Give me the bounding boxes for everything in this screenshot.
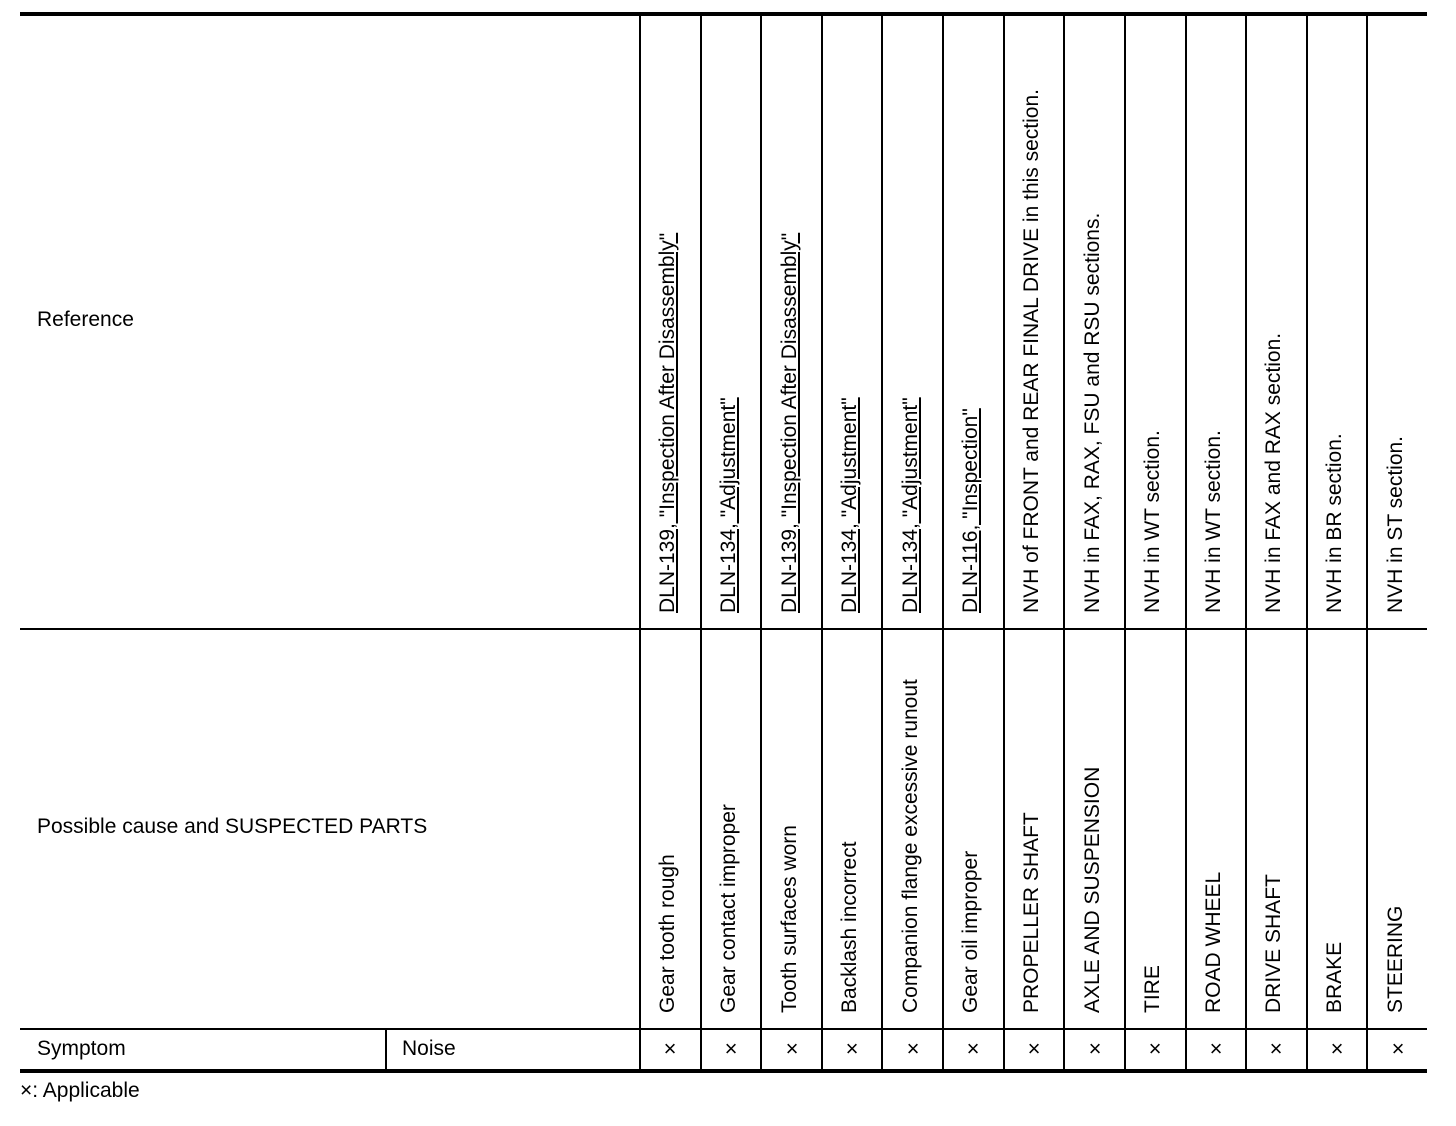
column-divider — [1366, 14, 1368, 1071]
applicable-mark: × — [1027, 1036, 1041, 1061]
reference-text: NVH of FRONT and REAR FINAL DRIVE in this section. — [1020, 89, 1043, 613]
reference-text: NVH in FAX, RAX, FSU and RSU sections. — [1081, 212, 1104, 613]
column-divider — [760, 14, 762, 1071]
column-divider — [1245, 14, 1247, 1071]
column-divider — [1124, 14, 1126, 1071]
reference-link[interactable]: DLN-134, "Adjustment" — [838, 397, 861, 613]
column-divider — [1003, 14, 1005, 1071]
applicable-mark: × — [1269, 1036, 1283, 1061]
suspected-part-label: BRAKE — [1323, 941, 1346, 1013]
suspected-part-label: Gear contact improper — [717, 804, 740, 1013]
reference-text: NVH in WT section. — [1141, 430, 1164, 613]
suspected-part-label: ROAD WHEEL — [1202, 871, 1225, 1013]
symptom-column-divider — [385, 1028, 387, 1071]
suspected-part-label: AXLE AND SUSPENSION — [1081, 766, 1104, 1013]
applicable-mark: × — [785, 1036, 799, 1061]
column-divider — [821, 14, 823, 1071]
applicable-mark: × — [966, 1036, 980, 1061]
suspected-part-label: STEERING — [1384, 905, 1407, 1013]
reference-link[interactable]: DLN-134, "Adjustment" — [717, 397, 740, 613]
suspected-part-label: Companion flange excessive runout — [899, 679, 922, 1013]
applicable-mark: × — [1209, 1036, 1223, 1061]
reference-text: NVH in WT section. — [1202, 430, 1225, 613]
applicable-mark: × — [906, 1036, 920, 1061]
reference-text: NVH in FAX and RAX section. — [1262, 332, 1285, 613]
table-top-border — [20, 12, 1427, 16]
suspected-part-label: TIRE — [1141, 965, 1164, 1013]
applicable-mark: × — [1330, 1036, 1344, 1061]
symptom-value: Noise — [402, 1037, 456, 1060]
reference-link[interactable]: DLN-116, "Inspection" — [959, 408, 982, 613]
reference-link[interactable]: DLN-139, "Inspection After Disassembly" — [778, 232, 801, 613]
legend-note: ×: Applicable — [20, 1079, 140, 1102]
column-divider — [700, 14, 702, 1071]
reference-text: NVH in BR section. — [1323, 433, 1346, 613]
column-divider — [639, 14, 641, 1071]
reference-link[interactable]: DLN-139, "Inspection After Disassembly" — [656, 232, 679, 613]
suspected-part-label: Gear oil improper — [959, 850, 982, 1013]
applicable-mark: × — [663, 1036, 677, 1061]
reference-label: Reference — [37, 308, 134, 331]
cause-row-divider — [20, 1028, 1427, 1030]
reference-text: NVH in ST section. — [1384, 435, 1407, 613]
column-divider — [1185, 14, 1187, 1071]
applicable-mark: × — [724, 1036, 738, 1061]
column-divider — [1306, 14, 1308, 1071]
suspected-part-label: Backlash incorrect — [838, 841, 861, 1013]
column-divider — [1063, 14, 1065, 1071]
applicable-mark: × — [1391, 1036, 1405, 1061]
applicable-mark: × — [845, 1036, 859, 1061]
reference-link[interactable]: DLN-134, "Adjustment" — [899, 397, 922, 613]
table-bottom-border — [20, 1069, 1427, 1073]
possible-cause-label: Possible cause and SUSPECTED PARTS — [37, 815, 428, 838]
column-divider — [942, 14, 944, 1071]
suspected-part-label: PROPELLER SHAFT — [1020, 812, 1043, 1013]
column-divider — [881, 14, 883, 1071]
suspected-part-label: Gear tooth rough — [656, 854, 679, 1013]
symptom-label: Symptom — [37, 1037, 126, 1060]
applicable-mark: × — [1088, 1036, 1102, 1061]
suspected-part-label: DRIVE SHAFT — [1262, 874, 1285, 1013]
suspected-part-label: Tooth surfaces worn — [778, 825, 801, 1013]
applicable-mark: × — [1148, 1036, 1162, 1061]
reference-row-divider — [20, 628, 1427, 630]
